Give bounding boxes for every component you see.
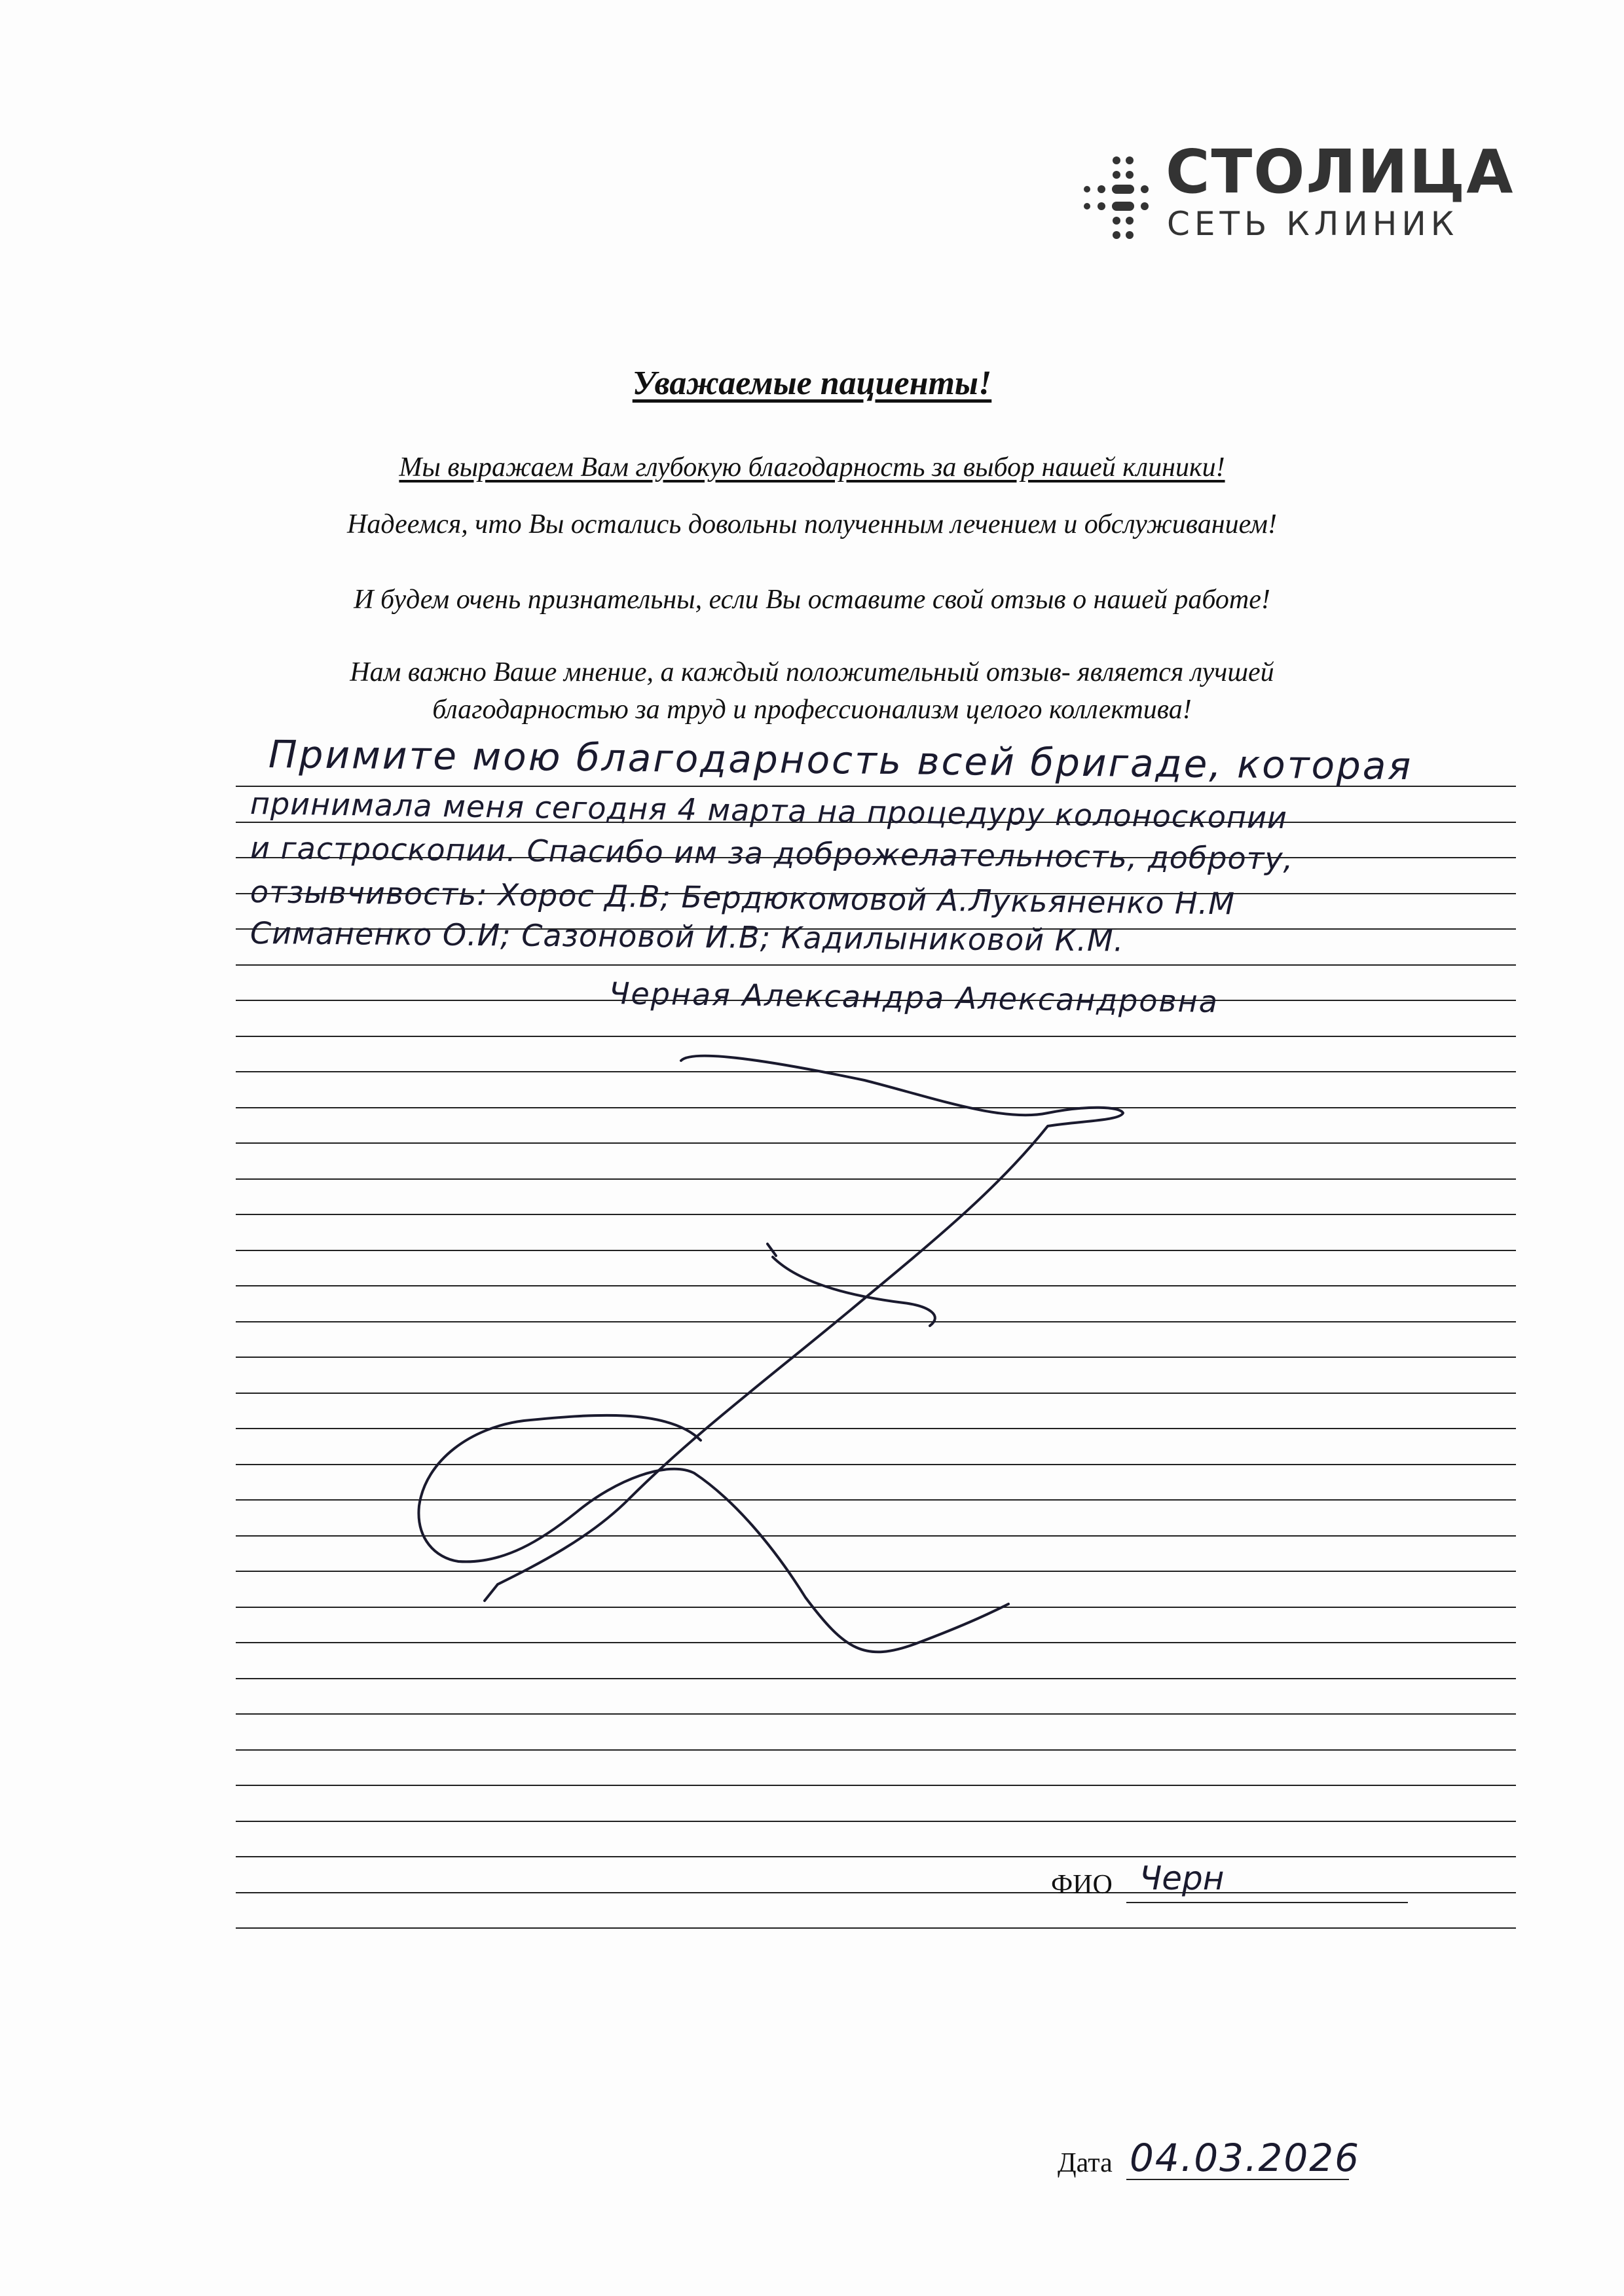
ruled-line: [236, 1250, 1516, 1251]
review-line-5: Симаненко О.И; Сазоновой И.В; Кадилыниковой К.М.: [249, 915, 1124, 958]
date-underline: [1126, 2179, 1349, 2180]
fio-label: ФИО: [1051, 1870, 1113, 1900]
ruled-line: [236, 1071, 1516, 1072]
ruled-line: [236, 1393, 1516, 1394]
form-paragraph-1-text: Мы выражаем Вам глубокую благодарность за выбор нашей клиники!: [399, 452, 1225, 483]
ruled-line: [236, 1464, 1516, 1465]
ruled-line: [236, 1178, 1516, 1180]
review-line-2: принимала меня сегодня 4 марта на процедуру колоноскопии: [249, 786, 1288, 836]
ruled-line: [236, 1142, 1516, 1144]
review-line-1: Примите мою благодарность всей бригаде, которая: [268, 732, 1413, 789]
ruled-line: [236, 1892, 1516, 1893]
ruled-line: [236, 1678, 1516, 1679]
ruled-line: [236, 1107, 1516, 1108]
fio-underline: [1126, 1902, 1408, 1903]
ruled-line: [236, 1821, 1516, 1822]
form-paragraph-4-line-2: благодарностью за труд и профессионализм целого коллектива!: [432, 695, 1192, 725]
ruled-line: [236, 1785, 1516, 1786]
form-heading-text: Уважаемые пациенты!: [632, 365, 992, 402]
ruled-lines: [236, 0, 1516, 2296]
date-value: 04.03.2026: [1130, 2136, 1361, 2180]
ruled-line: [236, 1036, 1516, 1037]
ruled-line: [236, 1428, 1516, 1429]
ruled-line: [236, 1357, 1516, 1358]
ruled-line: [236, 1607, 1516, 1608]
ruled-line: [236, 964, 1516, 966]
clinic-logo-subtitle: СЕТЬ КЛИНИК: [1167, 205, 1459, 243]
ruled-line: [236, 1321, 1516, 1322]
ruled-line: [236, 1535, 1516, 1537]
date-label: Дата: [1058, 2148, 1113, 2178]
ruled-line: [236, 1856, 1516, 1857]
review-author: Черная Александра Александровна: [608, 975, 1219, 1019]
ruled-line: [236, 1642, 1516, 1643]
form-paragraph-4-line-1: Нам важно Ваше мнение, а каждый положительный отзыв- является лучшей: [350, 657, 1274, 687]
ruled-line: [236, 1713, 1516, 1715]
form-paragraph-3: И будем очень признательны, если Вы оставите свой отзыв о нашей работе!: [354, 585, 1270, 615]
form-paragraph-2: Надеемся, что Вы остались довольны полученным лечением и обслуживанием!: [347, 509, 1277, 539]
ruled-line: [236, 1571, 1516, 1572]
review-line-4: отзывчивость: Хорос Д.В; Бердюкомовой А.Лукьяненко Н.М: [249, 874, 1236, 922]
ruled-line: [236, 1285, 1516, 1286]
ruled-line: [236, 1927, 1516, 1929]
ruled-line: [236, 1499, 1516, 1501]
fio-signature: Черн: [1139, 1859, 1225, 1897]
ruled-line: [236, 1749, 1516, 1751]
review-line-3: и гастроскопии. Спасибо им за доброжелательность, доброту,: [249, 830, 1294, 877]
ruled-line: [236, 1214, 1516, 1215]
clinic-logo-title: СТОЛИЦА: [1166, 137, 1515, 207]
